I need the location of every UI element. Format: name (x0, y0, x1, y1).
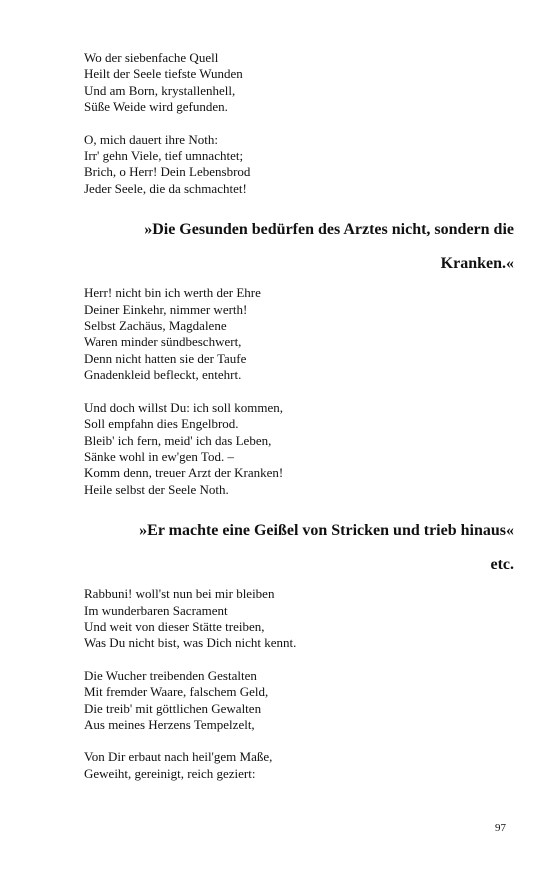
verse-line: Von Dir erbaut nach heil'gem Maße, (84, 749, 273, 765)
verse-line: Mit fremder Waare, falschem Geld, (84, 684, 269, 700)
verse-line: Selbst Zachäus, Magdalene (84, 318, 227, 334)
verse-line: Geweiht, gereinigt, reich geziert: (84, 765, 256, 781)
stanza (84, 668, 514, 734)
heading-1-line-1: »Die Gesunden bedürfen des Arztes nicht, sondern die (144, 221, 514, 239)
verse-line: Süße Weide wird gefunden. (84, 99, 228, 115)
verse-line: Gnadenkleid befleckt, entehrt. (84, 367, 242, 383)
stanza (84, 586, 514, 652)
verse-line: Und am Born, krystallenhell, (84, 82, 236, 98)
poem-section-3 (84, 586, 514, 782)
poem-section-1 (84, 50, 514, 197)
verse-line: Sänke wohl in ew'gen Tod. – (84, 448, 234, 464)
verse-line: Jeder Seele, die da schmachtet! (84, 180, 247, 196)
verse-line: Aus meines Herzens Tempelzelt, (84, 716, 255, 732)
verse-line: Waren minder sündbeschwert, (84, 334, 242, 350)
verse-line: Heile selbst der Seele Noth. (84, 481, 229, 497)
section-heading-2 (84, 514, 514, 582)
poem-section-2 (84, 285, 514, 498)
verse-line: O, mich dauert ihre Noth: (84, 131, 218, 147)
stanza (84, 50, 514, 116)
verse-line: Brich, o Herr! Dein Lebensbrod (84, 164, 251, 180)
verse-line: Komm denn, treuer Arzt der Kranken! (84, 465, 284, 481)
verse-line: Und weit von dieser Stätte treiben, (84, 618, 265, 634)
verse-line: Soll empfahn dies Engelbrod. (84, 416, 239, 432)
verse-line: Irr' gehn Viele, tief umnachtet; (84, 148, 244, 164)
verse-line: Wo der siebenfache Quell (84, 50, 219, 65)
verse-line: Und doch willst Du: ich soll kommen, (84, 399, 283, 415)
verse-line: Rabbuni! woll'st nun bei mir bleiben (84, 586, 275, 602)
verse-line: Was Du nicht bist, was Dich nicht kennt. (84, 635, 297, 651)
page-number: 97 (495, 822, 506, 834)
page-content (84, 50, 514, 782)
heading-1-line-2: Kranken.« (440, 255, 514, 273)
verse-line: Deiner Einkehr, nimmer werth! (84, 301, 248, 317)
verse-line: Die treib' mit göttlichen Gewalten (84, 700, 262, 716)
stanza (84, 132, 514, 198)
verse-line: Denn nicht hatten sie der Taufe (84, 350, 247, 366)
verse-line: Herr! nicht bin ich werth der Ehre (84, 285, 261, 301)
section-heading-1 (84, 213, 514, 281)
heading-2-line-1: »Er machte eine Geißel von Stricken und trieb hinaus« (139, 522, 514, 540)
verse-line: Im wunderbaren Sacrament (84, 602, 228, 618)
stanza (84, 749, 514, 782)
stanza (84, 285, 514, 383)
verse-line: Die Wucher treibenden Gestalten (84, 667, 257, 683)
verse-line: Bleib' ich fern, meid' ich das Leben, (84, 432, 272, 448)
verse-line: Heilt der Seele tiefste Wunden (84, 66, 243, 82)
stanza (84, 400, 514, 498)
heading-2-line-2: etc. (490, 556, 514, 574)
